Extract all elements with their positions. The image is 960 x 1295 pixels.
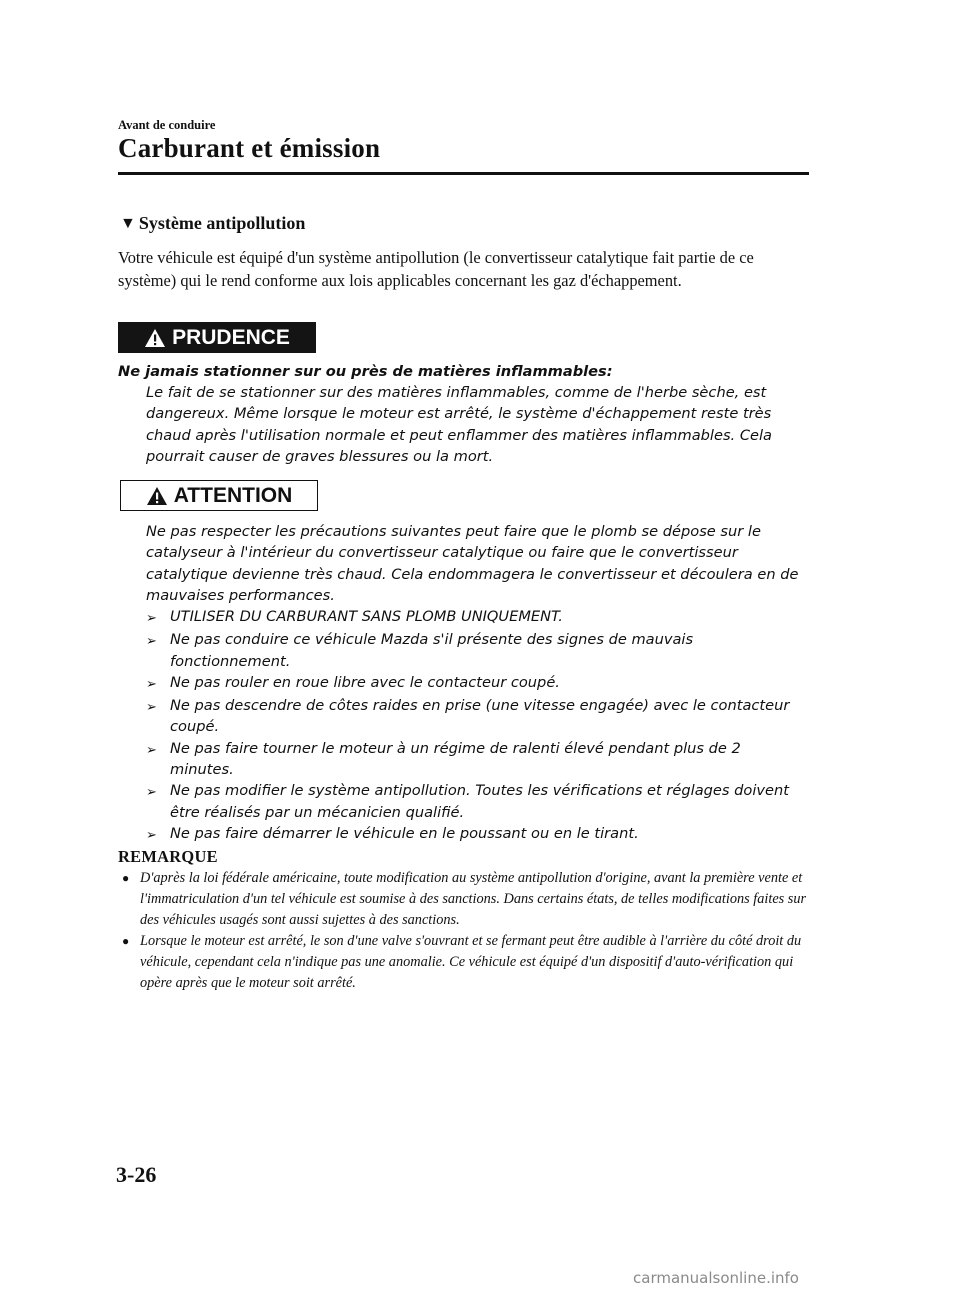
list-item: ➢ Ne pas rouler en roue libre avec le contacteur coupé.: [146, 672, 808, 695]
remarque-heading: REMARQUE: [118, 847, 218, 866]
list-item: ➢ UTILISER DU CARBURANT SANS PLOMB UNIQUEMENT.: [146, 606, 808, 629]
section-title: Système antipollution: [138, 213, 306, 233]
attention-intro: Ne pas respecter les précautions suivantes peut faire que le plomb se dépose sur le catalyseur à l'intérieur du convertisseur catalytique ou faire que le convertisseur catalytique devienne très chaud. Cela endommagera le convertisseur et découlera en de mauvaises performances.: [146, 523, 799, 604]
warning-triangle-icon: [146, 486, 168, 506]
arrowhead-right-icon: ➢: [146, 634, 157, 650]
arrowhead-right-icon: ➢: [146, 827, 157, 843]
attention-badge: [120, 480, 318, 511]
warning-triangle-icon: [144, 328, 166, 348]
attention-label: ATTENTION: [173, 483, 293, 507]
section-heading: [120, 213, 305, 234]
list-item: ● Lorsque le moteur est arrêté, le son d'une valve s'ouvrant et se fermant peut être audible à l'arrière du côté droit du véhicule, cependant cela n'indique pas une anomalie. Ce véhicule est équipé d'un dispositif d'auto-vérification qui opère après que le moteur soit arrêté.: [118, 931, 810, 994]
triangle-down-icon: ▼: [120, 214, 136, 232]
page-number: 3-26: [116, 1162, 157, 1187]
watermark: carmanualsonline.info: [633, 1269, 799, 1287]
arrowhead-right-icon: ➢: [146, 611, 157, 626]
bullet-icon: ●: [122, 934, 130, 948]
title-divider: [118, 172, 809, 175]
prudence-heading: Ne jamais stationner sur ou près de matières inflammables:: [118, 363, 613, 380]
list-item: ➢ Ne pas modifier le système antipollution. Toutes les vérifications et réglages doivent être réalisés par un mécanicien qualifié.: [146, 780, 808, 823]
prudence-label: PRUDENCE: [172, 325, 290, 349]
attention-list: [146, 606, 808, 846]
remarque-list: [118, 868, 810, 994]
list-item: ● D'après la loi fédérale américaine, toute modification au système antipollution d'origine, avant la première vente et l'immatriculation d'un tel véhicule est soumise à des sanctions. Dans certains états, de telles modifications faites sur des véhicules usagés sont aussi sujettes à des sanctions.: [118, 868, 810, 931]
arrowhead-right-icon: ➢: [146, 700, 157, 716]
arrowhead-right-icon: ➢: [146, 742, 157, 758]
prudence-badge: [118, 322, 316, 353]
breadcrumb: Avant de conduire: [118, 118, 216, 132]
bullet-icon: ●: [122, 871, 130, 885]
list-item: ➢ Ne pas faire tourner le moteur à un régime de ralenti élevé pendant plus de 2 minutes.: [146, 738, 808, 781]
arrowhead-right-icon: ➢: [146, 785, 157, 801]
intro-paragraph: Votre véhicule est équipé d'un système antipollution (le convertisseur catalytique fait partie de ce système) qui le rend conforme aux lois applicables concernant les gaz d'échappement.: [118, 248, 754, 290]
arrowhead-right-icon: ➢: [146, 676, 157, 692]
prudence-body: Le fait de se stationner sur des matières inflammables, comme de l'herbe sèche, est dangereux. Même lorsque le moteur est arrêté, le système d'échappement reste très chaud après l'utilisation normale et peut enflammer des matières inflammables. Cela pourrait causer de graves blessures ou la mort.: [146, 384, 772, 465]
list-item: ➢ Ne pas descendre de côtes raides en prise (une vitesse engagée) avec le contacteur coupé.: [146, 695, 808, 738]
list-item: ➢ Ne pas conduire ce véhicule Mazda s'il présente des signes de mauvais fonctionnement.: [146, 629, 808, 672]
list-item: ➢ Ne pas faire démarrer le véhicule en le poussant ou en le tirant.: [146, 823, 808, 846]
page-title: Carburant et émission: [118, 133, 381, 163]
